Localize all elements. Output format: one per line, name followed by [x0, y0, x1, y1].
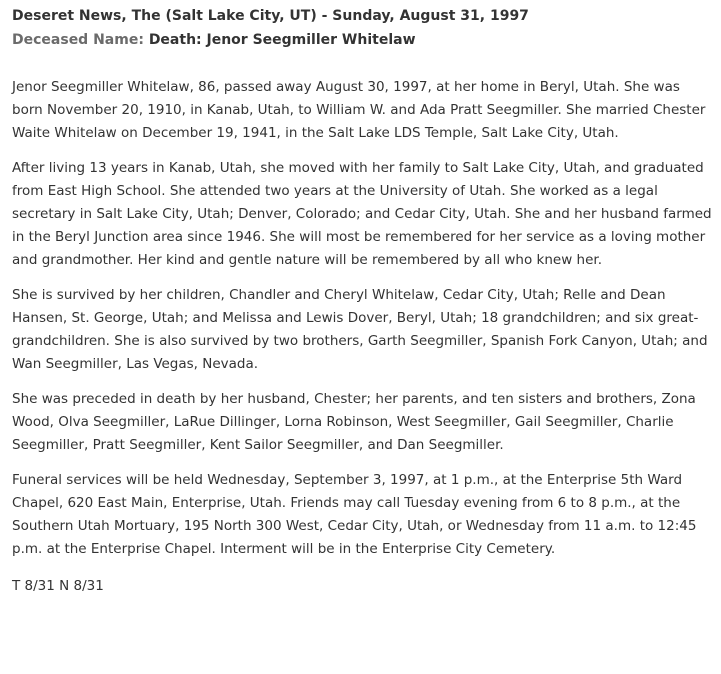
- obituary-paragraph: Funeral services will be held Wednesday, September 3, 1997, at 1 p.m., at the Enterprise 5th Ward Chapel, 620 East Main, Enterprise, Utah. Friends may call Tuesday evening from 6 to 8 p.m., at the Southern Utah Mortuary, 195 North 300 West, Cedar City, Utah, or Wednesday from 11 a.m. to 12:45 p.m. at the Enterprise Chapel. Interment will be in the Enterprise City Cemetery.: [12, 472, 697, 557]
- obituary-paragraph: She was preceded in death by her husband, Chester; her parents, and ten sisters and brothers, Zona Wood, Olva Seegmiller, LaRue Dillinger, Lorna Robinson, West Seegmiller, Gail Seegmiller, Charlie Seegmiller, Pratt Seegmiller, Kent Sailor Seegmiller, and Dan Seegmiller.: [12, 391, 696, 453]
- source-line: [12, 4, 713, 28]
- deceased-line: [12, 28, 713, 52]
- obituary-paragraph: After living 13 years in Kanab, Utah, she moved with her family to Salt Lake City, Utah, and graduated from East High School. She attended two years at the University of Utah. She worked as a legal secretary in Salt Lake City, Utah; Denver, Colorado; and Cedar City, Utah. She and her husband farmed in the Beryl Junction area since 1946. She will most be remembered for her service as a loving mother and grandmother. Her kind and gentle nature will be remembered by all who knew her.: [12, 160, 712, 268]
- deceased-name-value: Death: Jenor Seegmiller Whitelaw: [148, 32, 416, 48]
- obituary-body: [12, 76, 713, 561]
- publication-note: T 8/31 N 8/31: [12, 578, 104, 594]
- obituary-paragraph: Jenor Seegmiller Whitelaw, 86, passed away August 30, 1997, at her home in Beryl, Utah. She was born November 20, 1910, in Kanab, Utah, to William W. and Ada Pratt Seegmiller. She married Chester Waite Whitelaw on December 19, 1941, in the Salt Lake LDS Temple, Salt Lake City, Utah.: [12, 79, 706, 141]
- publication-source: Deseret News, The (Salt Lake City, UT) - Sunday, August 31, 1997: [12, 8, 529, 24]
- obituary-paragraph: She is survived by her children, Chandler and Cheryl Whitelaw, Cedar City, Utah; Relle and Dean Hansen, St. George, Utah; and Melissa and Lewis Dover, Beryl, Utah; 18 grandchildren; and six great-grandchildren. She is also survived by two brothers, Garth Seegmiller, Spanish Fork Canyon, Utah; and Wan Seegmiller, Las Vegas, Nevada.: [12, 287, 708, 372]
- deceased-name-label: Deceased Name:: [12, 32, 144, 48]
